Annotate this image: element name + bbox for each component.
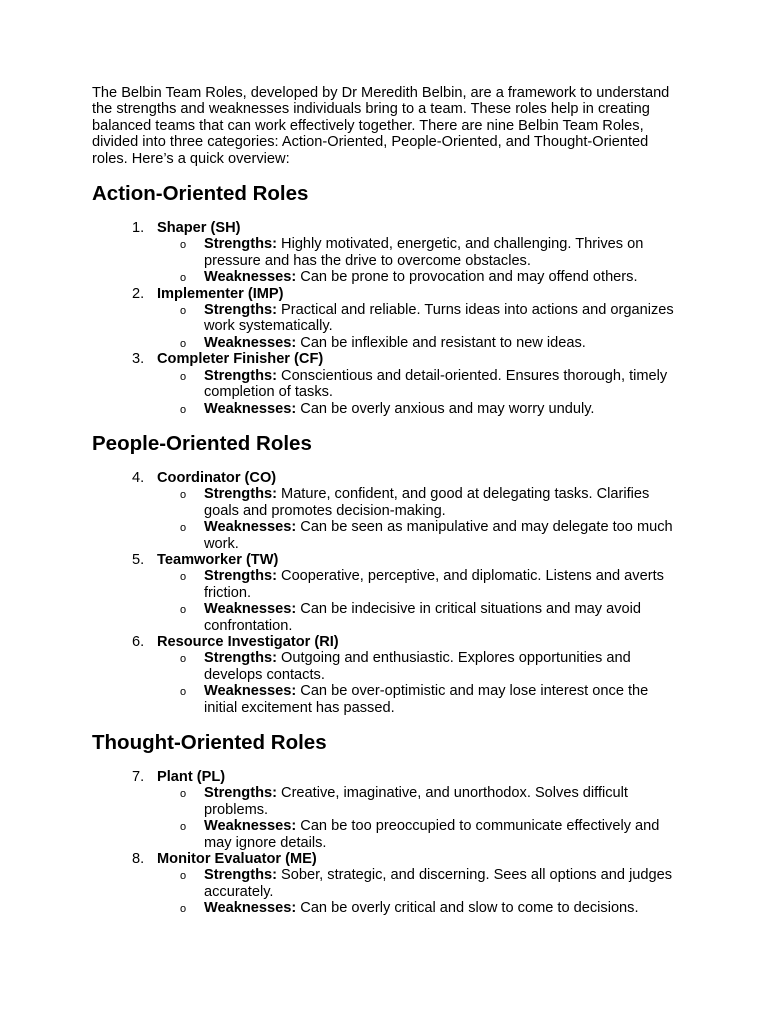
- role-item: [92, 220, 682, 286]
- role-number: 6.: [132, 633, 145, 650]
- roles-list: [92, 220, 682, 417]
- role-heading: [92, 286, 682, 302]
- strengths-label: Strengths:: [204, 867, 277, 884]
- section-heading: Action-Oriented Roles: [92, 182, 309, 206]
- bullet-icon: o: [180, 788, 187, 801]
- role-weaknesses: [92, 401, 682, 417]
- role-heading: [92, 851, 682, 867]
- role-number: 3.: [132, 351, 145, 368]
- role-weaknesses: [92, 818, 682, 851]
- strengths-text: Creative, imaginative, and unorthodox. Solves difficult problems.: [204, 785, 628, 818]
- bullet-icon: o: [180, 571, 187, 584]
- weaknesses-label: Weaknesses:: [204, 400, 297, 417]
- section-heading: Thought-Oriented Roles: [92, 731, 327, 754]
- role-details: [92, 236, 682, 285]
- role-details: [92, 486, 682, 552]
- bullet-icon: o: [180, 403, 187, 416]
- role-heading: [92, 552, 682, 568]
- role-strengths: [92, 302, 682, 335]
- role-heading: [92, 470, 682, 486]
- document-content: [92, 85, 682, 917]
- role-number: 7.: [132, 769, 145, 785]
- bullet-icon: o: [180, 305, 187, 318]
- role-name: Coordinator (CO): [157, 469, 277, 486]
- weaknesses-text: Can be inflexible and resistant to new ideas.: [300, 334, 586, 351]
- strengths-label: Strengths:: [204, 367, 277, 384]
- strengths-label: Strengths:: [204, 568, 277, 585]
- role-weaknesses: [92, 900, 682, 916]
- bullet-icon: o: [180, 604, 187, 617]
- role-strengths: [92, 650, 682, 683]
- role-item: [92, 286, 682, 352]
- role-number: 5.: [132, 551, 145, 568]
- role-strengths: [92, 867, 682, 900]
- strengths-text: Cooperative, perceptive, and diplomatic. Listens and averts friction.: [204, 568, 664, 601]
- role-strengths: [92, 785, 682, 818]
- section-heading: People-Oriented Roles: [92, 431, 312, 455]
- bullet-icon: o: [180, 370, 187, 383]
- role-item: [92, 351, 682, 417]
- weaknesses-text: Can be overly critical and slow to come to decisions.: [300, 900, 639, 917]
- strengths-text: Conscientious and detail-oriented. Ensures thorough, timely completion of tasks.: [204, 367, 668, 401]
- role-strengths: [92, 486, 682, 519]
- role-name: Implementer (IMP): [157, 285, 284, 302]
- role-heading: [92, 634, 682, 650]
- weaknesses-label: Weaknesses:: [204, 818, 297, 835]
- role-weaknesses: [92, 269, 682, 285]
- role-item: [92, 634, 682, 716]
- strengths-label: Strengths:: [204, 302, 277, 319]
- role-name: Shaper (SH): [157, 220, 241, 237]
- sections-container: [92, 182, 682, 917]
- bullet-icon: o: [180, 821, 187, 834]
- weaknesses-label: Weaknesses:: [204, 269, 297, 286]
- bullet-icon: o: [180, 903, 187, 916]
- role-details: [92, 650, 682, 716]
- role-heading: [92, 351, 682, 367]
- strengths-label: Strengths:: [204, 236, 277, 253]
- weaknesses-text: Can be prone to provocation and may offend others.: [300, 269, 638, 286]
- weaknesses-label: Weaknesses:: [204, 334, 297, 351]
- weaknesses-label: Weaknesses:: [204, 683, 297, 700]
- role-weaknesses: [92, 601, 682, 634]
- role-name: Teamworker (TW): [157, 551, 279, 568]
- bullet-icon: o: [180, 239, 187, 252]
- bullet-icon: o: [180, 870, 187, 883]
- role-name: Monitor Evaluator (ME): [157, 851, 317, 868]
- role-number: 8.: [132, 851, 145, 868]
- bullet-icon: o: [180, 337, 187, 350]
- bullet-icon: o: [180, 272, 187, 285]
- bullet-icon: o: [180, 522, 187, 535]
- strengths-text: Sober, strategic, and discerning. Sees all options and judges accurately.: [204, 867, 673, 900]
- role-details: [92, 368, 682, 417]
- section: [92, 432, 682, 716]
- role-details: [92, 867, 682, 916]
- strengths-label: Strengths:: [204, 785, 277, 802]
- role-item: [92, 851, 682, 917]
- role-strengths: [92, 236, 682, 269]
- role-weaknesses: [92, 519, 682, 552]
- role-item: [92, 769, 682, 851]
- role-item: [92, 470, 682, 552]
- weaknesses-label: Weaknesses:: [204, 900, 297, 917]
- role-number: 2.: [132, 285, 145, 302]
- weaknesses-text: Can be indecisive in critical situations and may avoid confrontation.: [204, 601, 641, 634]
- roles-list: [92, 470, 682, 716]
- role-name: Completer Finisher (CF): [157, 351, 324, 368]
- role-number: 1.: [132, 220, 145, 237]
- role-heading: [92, 769, 682, 785]
- strengths-text: Highly motivated, energetic, and challenging. Thrives on pressure and has the drive to overcome obstacles.: [204, 236, 644, 269]
- bullet-icon: o: [180, 653, 187, 666]
- role-weaknesses: [92, 335, 682, 351]
- role-details: [92, 568, 682, 634]
- section: [92, 182, 682, 417]
- strengths-text: Practical and reliable. Turns ideas into actions and organizes work systematically.: [204, 302, 674, 335]
- bullet-icon: o: [180, 686, 187, 699]
- weaknesses-text: Can be overly anxious and may worry unduly.: [300, 400, 595, 417]
- strengths-label: Strengths:: [204, 486, 277, 503]
- role-heading: [92, 220, 682, 236]
- strengths-label: Strengths:: [204, 650, 277, 667]
- role-weaknesses: [92, 683, 682, 716]
- role-strengths: [92, 568, 682, 601]
- intro-paragraph: The Belbin Team Roles, developed by Dr Meredith Belbin, are a framework to understand the strengths and weaknesses individuals bring to a team. These roles help in creating balanced teams that can work effectively together. There are nine Belbin Team Roles, divided into three categories: Action-Oriented, People-Oriented, and Thought-Oriented roles. Here’s a quick overview:: [92, 85, 670, 167]
- weaknesses-label: Weaknesses:: [204, 601, 297, 618]
- section: [92, 731, 682, 917]
- role-name: Plant (PL): [157, 769, 226, 785]
- strengths-text: Outgoing and enthusiastic. Explores opportunities and develops contacts.: [204, 650, 631, 683]
- role-strengths: [92, 368, 682, 401]
- role-item: [92, 552, 682, 634]
- role-details: [92, 785, 682, 851]
- weaknesses-text: Can be seen as manipulative and may delegate too much work.: [204, 519, 673, 552]
- role-details: [92, 302, 682, 351]
- role-name: Resource Investigator (RI): [157, 633, 339, 650]
- role-number: 4.: [132, 469, 145, 486]
- bullet-icon: o: [180, 489, 187, 502]
- weaknesses-text: Can be too preoccupied to communicate effectively and may ignore details.: [204, 818, 660, 851]
- weaknesses-label: Weaknesses:: [204, 519, 297, 536]
- strengths-text: Mature, confident, and good at delegating tasks. Clarifies goals and promotes decision-making.: [204, 486, 650, 519]
- weaknesses-text: Can be over-optimistic and may lose interest once the initial excitement has passed.: [204, 683, 649, 716]
- roles-list: [92, 769, 682, 917]
